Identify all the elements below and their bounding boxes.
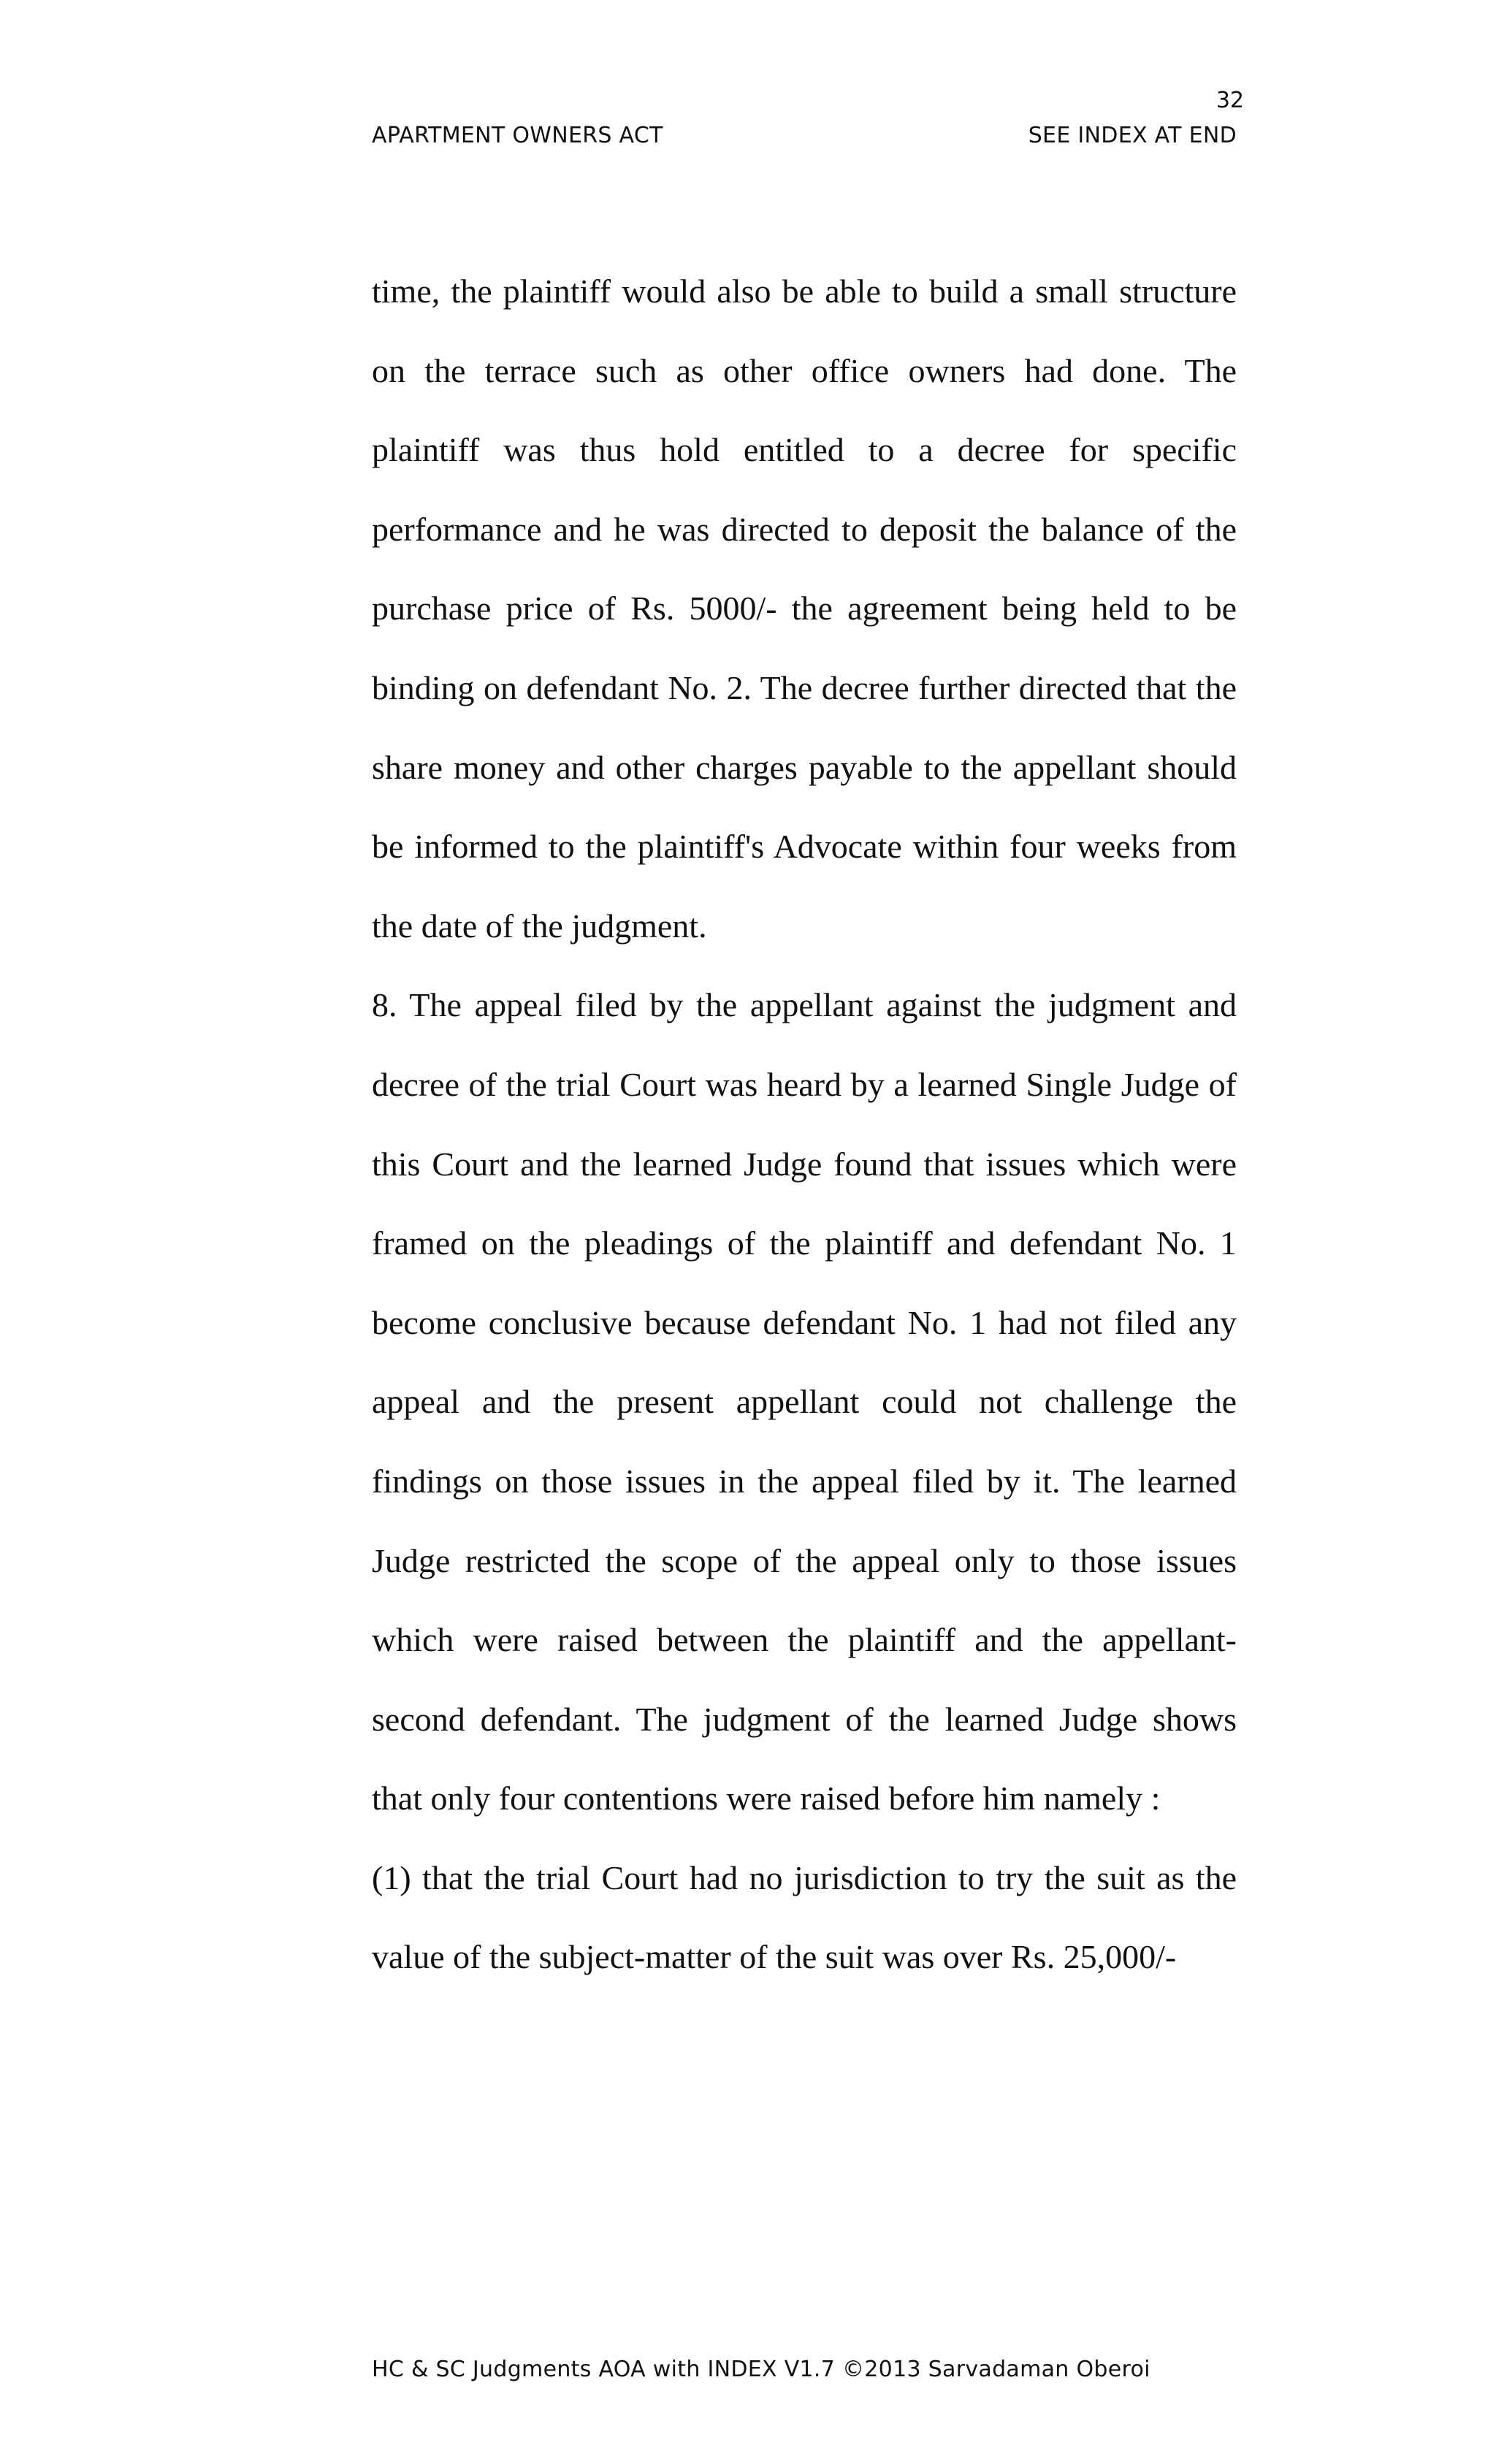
paragraph-8: 8. The appeal filed by the appellant against the judgment and decree of the trial Court was heard by a learned Single Judge of this Court and the learned Judge found that issues which were framed on the pleadings of the plaintiff and defendant No. 1 become conclusive because defendant No. 1 had not filed any appeal and the present appellant could not challenge the findings on those issues in the appeal filed by it. The learned Judge restricted the scope of the appeal only to those issues which were raised between the plaintiff and the appellant-second defendant. The judgment of the learned Judge shows that only four contentions were raised before him namely : [372, 986, 1237, 1818]
page-number: 32 [1216, 88, 1244, 113]
header-title-right: SEE INDEX AT END [1028, 123, 1237, 148]
running-header [372, 123, 1237, 148]
header-title-left: APARTMENT OWNERS ACT [372, 123, 663, 148]
paragraph-contention-1: (1) that the trial Court had no jurisdiction to try the suit as the value of the subject-matter of the suit was over Rs. 25,000/- [372, 1858, 1237, 1976]
page-footer: HC & SC Judgments AOA with INDEX V1.7 ©2013 Sarvadaman Oberoi [372, 2357, 1150, 2382]
document-body [372, 252, 1237, 1997]
paragraph-continuation: time, the plaintiff would also be able to build a small structure on the terrace such as other office owners had done. The plaintiff was thus hold entitled to a decree for specific performance and he was directed to deposit the balance of the purchase price of Rs. 5000/- the agreement being held to be binding on defendant No. 2. The decree further directed that the share money and other charges payable to the appellant should be informed to the plaintiff's Advocate within four weeks from the date of the judgment. [372, 272, 1237, 945]
